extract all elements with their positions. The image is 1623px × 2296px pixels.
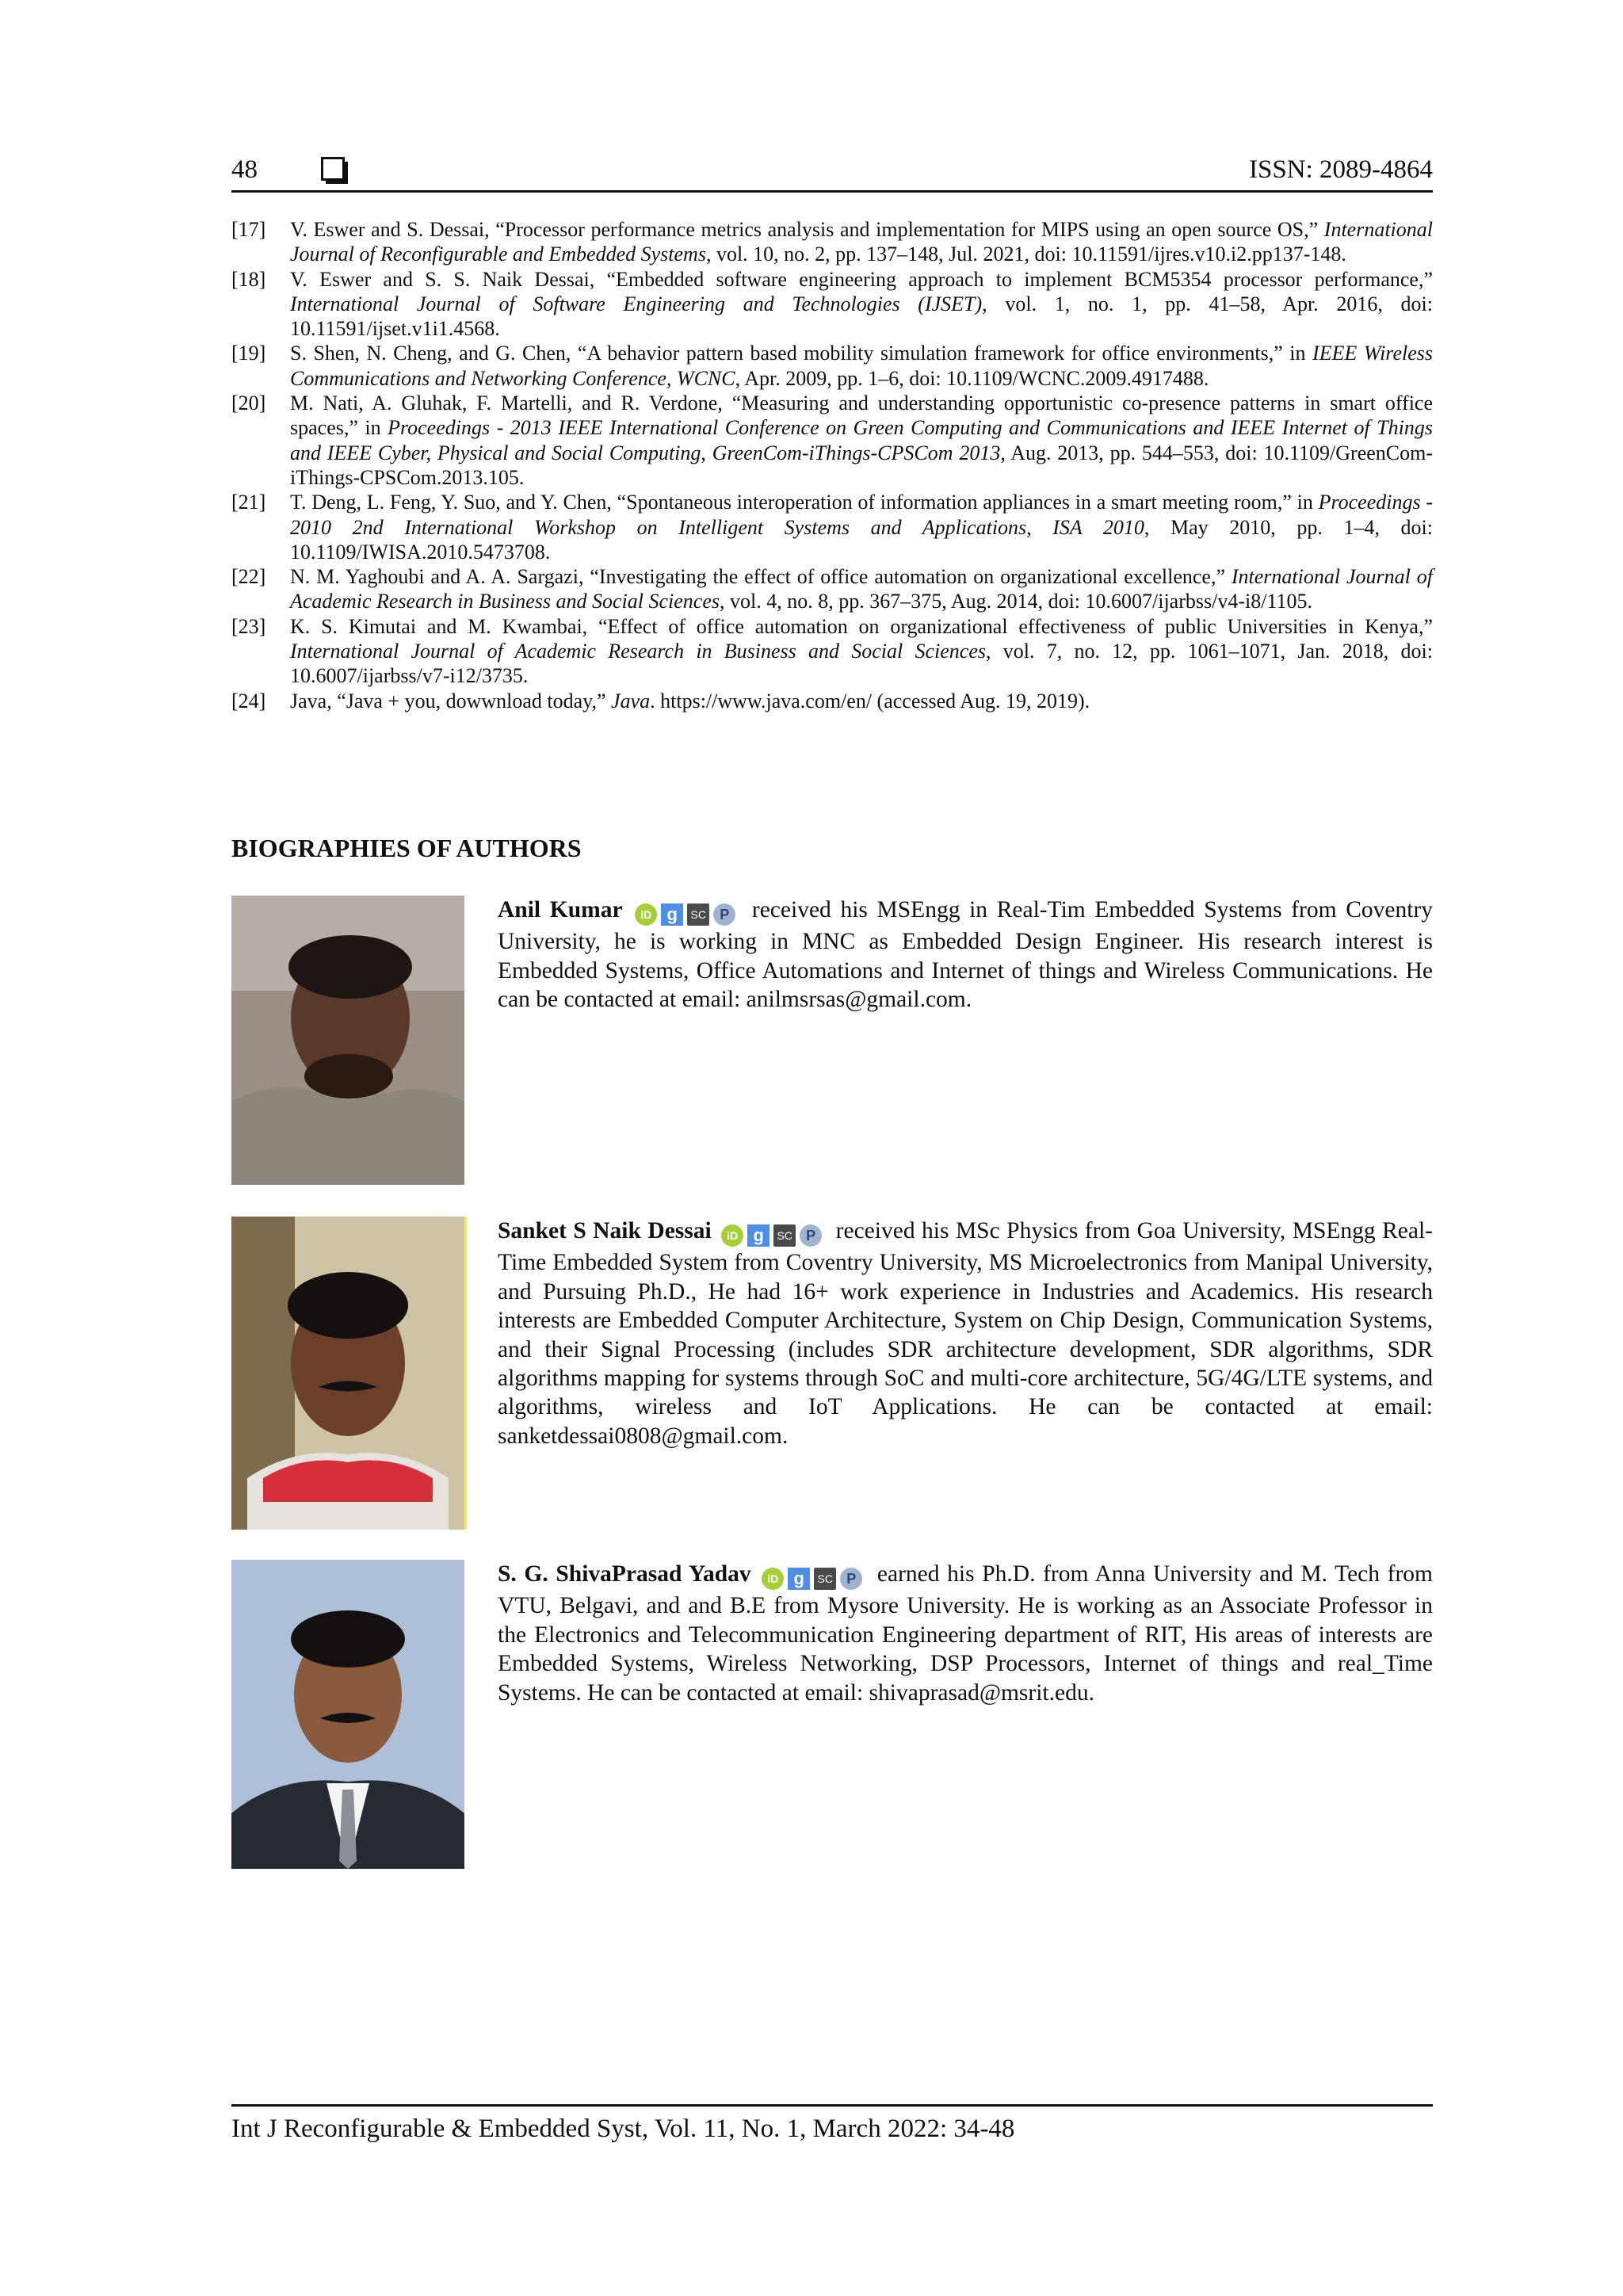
profile-badges bbox=[635, 899, 739, 927]
reference-text bbox=[290, 391, 1433, 490]
reference-details: . https://www.java.com/en/ (accessed Aug. 19, 2019). bbox=[650, 689, 1090, 712]
reference-text bbox=[290, 217, 1433, 267]
reference-venue: International Journal of Software Engineering and Technologies (IJSET) bbox=[290, 292, 983, 315]
reference-details: , May 2010, pp. 1–4, doi: 10.1109/IWISA.2010.5473708. bbox=[290, 515, 1434, 563]
reference-number: [22] bbox=[231, 565, 266, 589]
author-name: S. G. ShivaPrasad Yadav bbox=[498, 1561, 751, 1587]
reference-authors-title: N. M. Yaghoubi and A. A. Sargazi, “Investigating the effect of office automation on organizational excellence,” bbox=[290, 565, 1232, 589]
orcid-icon[interactable]: iD bbox=[762, 1568, 784, 1590]
reference-details: , vol. 1, no. 1, pp. 41–58, Apr. 2016, doi: 10.11591/ijset.v1i1.4568. bbox=[290, 292, 1433, 341]
reference-venue: Proceedings - 2010 2nd International Workshop on Intelligent Systems and Applications, ISA 2010 bbox=[290, 491, 1434, 539]
scopus-icon[interactable]: SC bbox=[814, 1568, 836, 1590]
reference-authors-title: V. Eswer and S. Dessai, “Processor performance metrics analysis and implementation for MIPS using an open source OS,” bbox=[290, 218, 1324, 241]
google-scholar-icon[interactable]: g bbox=[747, 1224, 769, 1247]
reference-venue: Java bbox=[611, 689, 651, 712]
page-footer: Int J Reconfigurable & Embedded Syst, Vol. 11, No. 1, March 2022: 34-48 bbox=[231, 2104, 1433, 2144]
publons-icon[interactable]: P bbox=[840, 1568, 862, 1590]
publons-icon[interactable]: P bbox=[800, 1224, 822, 1247]
author-description: received his MSEngg in Real-Tim Embedded Systems from Coventry University, he is working in MNC as Embedded Design Engineer. His research interest is Embedded Systems, Office Automations and Internet of things and Wireless Communications. He can be contacted at email: anilmsrsas@gmail.com. bbox=[498, 897, 1434, 1013]
reference-text bbox=[290, 490, 1433, 564]
reference-authors-title: V. Eswer and S. S. Naik Dessai, “Embedded software engineering approach to implement BCM5354 processor performance,” bbox=[290, 267, 1433, 291]
author-photo bbox=[231, 896, 464, 1185]
reference-list bbox=[231, 217, 1433, 713]
author-name: Sanket S Naik Dessai bbox=[498, 1218, 712, 1244]
publons-icon[interactable]: P bbox=[713, 904, 735, 926]
author-bio-text bbox=[498, 1217, 1433, 1450]
author-name: Anil Kumar bbox=[498, 897, 623, 923]
reference-number: [20] bbox=[231, 392, 266, 415]
author-photo bbox=[231, 1217, 467, 1530]
page-header bbox=[231, 152, 1433, 193]
reference-item bbox=[231, 689, 1433, 713]
author-description: received his MSc Physics from Goa University, MSEngg Real-Time Embedded System from Coventry University, MS Microelectronics from Manipal University, and Pursuing Ph.D., He had 16+ work experience in Industries and Academics. His research interests are Embedded Computer Architecture, System on Chip Design, Communication Systems, and their Signal Processing (includes SDR architecture development, SDR algorithms, SDR algorithms mapping for systems through SoC and multi-core architecture, 5G/4G/LTE systems, and algorithms, wireless and IoT Applications. He can be contacted at email: sanketdessai0808@gmail.com. bbox=[498, 1218, 1433, 1449]
reference-details: , Aug. 2013, pp. 544–553, doi: 10.1109/GreenCom-iThings-CPSCom.2013.105. bbox=[290, 441, 1433, 489]
reference-item bbox=[231, 564, 1433, 614]
author-bio-text bbox=[498, 1560, 1433, 1707]
reference-venue: IEEE Wireless Communications and Networking Conference, WCNC bbox=[290, 342, 1433, 390]
reference-details: , vol. 10, no. 2, pp. 137–148, Jul. 2021, doi: 10.11591/ijres.v10.i2.pp137-148. bbox=[705, 243, 1346, 266]
author-bio-text bbox=[498, 896, 1433, 1014]
author-photo bbox=[231, 1560, 464, 1869]
reference-authors-title: M. Nati, A. Gluhak, F. Martelli, and R. Verdone, “Measuring and understanding opportunistic co-presence patterns in smart office spaces,” in bbox=[290, 392, 1433, 440]
scopus-icon[interactable]: SC bbox=[687, 904, 709, 926]
reference-text bbox=[290, 564, 1433, 614]
reference-number: [18] bbox=[231, 267, 266, 291]
reference-text bbox=[290, 341, 1433, 391]
reference-text bbox=[290, 614, 1433, 689]
orcid-icon[interactable]: iD bbox=[721, 1224, 743, 1247]
reference-venue: International Journal of Academic Research in Business and Social Sciences bbox=[290, 565, 1433, 613]
reference-number: [17] bbox=[231, 218, 266, 241]
reference-venue: Proceedings - 2013 IEEE International Conference on Green Computing and Communications and IEEE Internet of Things and IEEE Cyber, Physical and Social Computing, GreenCom-iThings-CPSCom 2013 bbox=[290, 416, 1433, 464]
reference-item bbox=[231, 341, 1433, 391]
reference-details: , Apr. 2009, pp. 1–6, doi: 10.1109/WCNC.2009.4917488. bbox=[735, 366, 1209, 390]
orcid-icon[interactable]: iD bbox=[635, 904, 657, 926]
reference-item bbox=[231, 490, 1433, 564]
reference-item bbox=[231, 391, 1433, 490]
reference-authors-title: K. S. Kimutai and M. Kwambai, “Effect of office automation on organizational effectiveness of public Universities in Kenya,” bbox=[290, 614, 1433, 638]
author-description: earned his Ph.D. from Anna University and M. Tech from VTU, Belgavi, and and B.E from Mysore University. He is working as an Associate Professor in the Electronics and Telecommunication Engineering department of RIT, His areas of interests are Embedded Systems, Wireless Networking, DSP Processors, Internet of things and real_Time Systems. He can be contacted at email: shivaprasad@msrit.edu. bbox=[498, 1561, 1433, 1706]
reference-details: , vol. 7, no. 12, pp. 1061–1071, Jan. 2018, doi: 10.6007/ijarbss/v7-i12/3735. bbox=[290, 640, 1433, 688]
scopus-icon[interactable]: SC bbox=[773, 1224, 796, 1247]
page-number: 48 bbox=[231, 155, 258, 184]
google-scholar-icon[interactable]: g bbox=[661, 904, 683, 926]
reference-details: , vol. 4, no. 8, pp. 367–375, Aug. 2014, doi: 10.6007/ijarbss/v4-i8/1105. bbox=[720, 590, 1312, 613]
reference-number: [21] bbox=[231, 491, 266, 514]
reference-authors-title: Java, “Java + you, dowwnload today,” bbox=[290, 689, 612, 712]
issn: ISSN: 2089-4864 bbox=[1249, 155, 1433, 184]
reference-text bbox=[290, 267, 1433, 342]
reference-item bbox=[231, 614, 1433, 689]
box-icon bbox=[321, 157, 345, 181]
reference-authors-title: T. Deng, L. Feng, Y. Suo, and Y. Chen, “Spontaneous interoperation of information appliances in a smart meeting room,” in bbox=[290, 491, 1319, 514]
google-scholar-icon[interactable]: g bbox=[788, 1568, 810, 1590]
reference-item bbox=[231, 267, 1433, 342]
reference-number: [24] bbox=[231, 689, 266, 712]
reference-text bbox=[290, 689, 1433, 713]
reference-number: [19] bbox=[231, 342, 266, 365]
reference-venue: International Journal of Academic Research in Business and Social Sciences bbox=[290, 640, 986, 663]
profile-badges bbox=[762, 1563, 866, 1591]
biographies-heading: BIOGRAPHIES OF AUTHORS bbox=[231, 834, 582, 862]
reference-authors-title: S. Shen, N. Cheng, and G. Chen, “A behavior pattern based mobility simulation framework for office environments,” in bbox=[290, 342, 1313, 365]
reference-number: [23] bbox=[231, 614, 266, 638]
profile-badges bbox=[721, 1220, 826, 1248]
reference-venue: International Journal of Reconfigurable and Embedded Systems bbox=[290, 218, 1433, 266]
reference-item bbox=[231, 217, 1433, 267]
